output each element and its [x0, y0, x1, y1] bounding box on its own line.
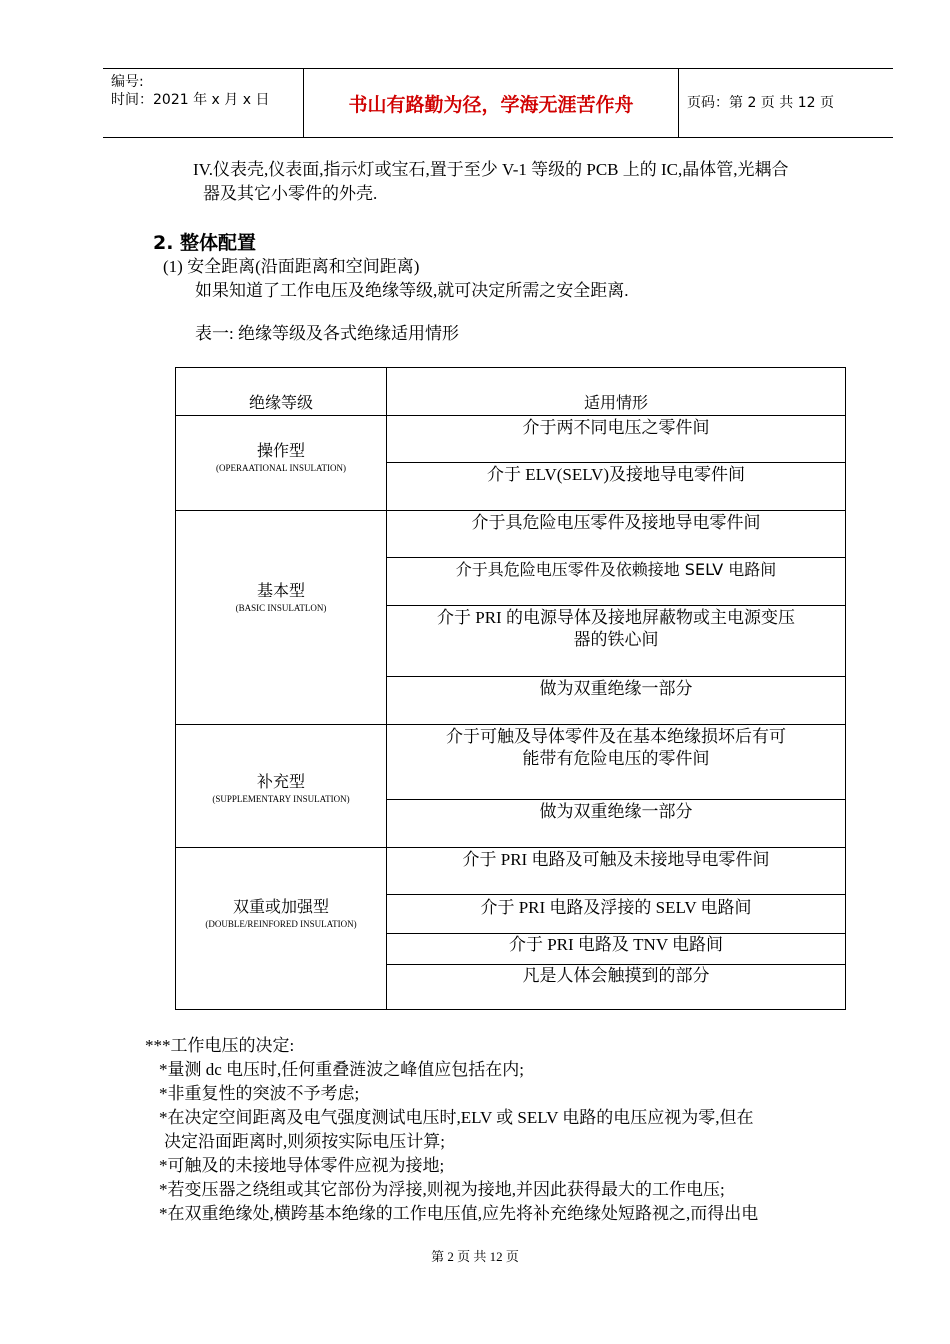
group-name: 双重或加强型 [232, 897, 329, 916]
row-line [386, 462, 845, 463]
col-header-usage: 适用情形 [583, 393, 648, 412]
table-cell: 做为双重绝缘一部分 [539, 679, 693, 698]
header-motto-cell [303, 69, 679, 137]
section-heading: 2. 整体配置 [153, 232, 257, 254]
time-label: 时间：2021 年 x 月 x 日 [111, 92, 270, 108]
row-line [386, 557, 845, 558]
group-en: (DOUBLE/REINFORED INSULATION) [205, 919, 357, 929]
note-4: *可触及的未接地导体零件应视为接地; [159, 1156, 445, 1175]
notes-title: ***工作电压的决定: [145, 1036, 295, 1055]
table-cell: 介于 PRI 电路及可触及未接地导电零件间 [462, 850, 770, 869]
intro-line-2: 器及其它小零件的外壳. [203, 184, 378, 203]
group-double-reinforced [176, 896, 386, 930]
row-line [386, 605, 845, 606]
table-cell: 器的铁心间 [573, 630, 659, 649]
group-name: 补充型 [256, 772, 305, 791]
note-3b: 决定沿面距离时,则须按实际电压计算; [164, 1132, 445, 1151]
row-line [386, 894, 845, 895]
table-cell: 介于具危险电压零件及接地导电零件间 [471, 513, 761, 532]
group-en: (OPERAATIONAL INSULATION) [216, 463, 346, 473]
note-2: *非重复性的突波不予考虑; [159, 1084, 360, 1103]
row-line [176, 847, 845, 848]
table-caption: 表一: 绝缘等级及各式绝缘适用情形 [195, 324, 459, 343]
page-label: 页码：第 2 页 共 12 页 [687, 95, 834, 111]
note-3a: *在决定空间距离及电气强度测试电压时,ELV 或 SELV 电路的电压应视为零,但在 [159, 1108, 754, 1127]
row-line [176, 510, 845, 511]
motto: 书山有路勤为径，学海无涯苦作舟 [348, 93, 634, 116]
row-line [386, 799, 845, 800]
table-cell: 能带有危险电压的零件间 [522, 749, 710, 768]
intro-line-1: IV.仪表壳,仪表面,指示灯或宝石,置于至少 V-1 等级的 PCB 上的 IC,晶体管,光耦合 [193, 160, 789, 179]
note-6: *在双重绝缘处,横跨基本绝缘的工作电压值,应先将补充绝缘处短路视之,而得出电 [159, 1204, 759, 1223]
header-meta [103, 69, 303, 137]
note-5: *若变压器之绕组或其它部份为浮接,则视为接地,并因此获得最大的工作电压; [159, 1180, 725, 1199]
table-cell: 凡是人体会触摸到的部分 [522, 966, 710, 985]
item-1-desc: 如果知道了工作电压及绝缘等级,就可决定所需之安全距离. [195, 281, 629, 300]
group-basic [176, 580, 386, 614]
insulation-table [175, 367, 846, 1010]
group-name: 基本型 [256, 581, 305, 600]
item-1: (1) 安全距离(沿面距离和空间距离) [163, 257, 420, 276]
table-cell: 做为双重绝缘一部分 [539, 802, 693, 821]
table-cell: 介于 PRI 的电源导体及接地屏蔽物或主电源变压 [437, 608, 795, 627]
note-1: *量测 dc 电压时,任何重叠涟波之峰值应包括在内; [159, 1060, 525, 1079]
table-cell: 介于 PRI 电路及 TNV 电路间 [508, 935, 724, 954]
header-page-cell [679, 69, 893, 137]
group-en: (BASIC INSULATLON) [235, 603, 327, 613]
group-operational [176, 440, 386, 474]
group-name: 操作型 [256, 441, 305, 460]
table-cell: 介于两不同电压之零件间 [522, 418, 710, 437]
number-label: 编号: [111, 74, 144, 90]
col-header-level: 绝缘等级 [248, 393, 313, 412]
page-footer: 第 2 页 共 12 页 [431, 1249, 519, 1264]
row-line [386, 676, 845, 677]
table-cell: 介于可触及导体零件及在基本绝缘损坏后有可 [446, 727, 786, 746]
page-header [103, 68, 893, 138]
table-cell: 介于具危险电压零件及依赖接地 SELV 电路间 [455, 560, 777, 579]
group-supplementary [176, 771, 386, 805]
table-cell: 介于 ELV(SELV)及接地导电零件间 [487, 465, 745, 484]
table-cell: 介于 PRI 电路及浮接的 SELV 电路间 [480, 898, 752, 917]
group-en: (SUPPLEMENTARY INSULATION) [212, 794, 350, 804]
row-line [176, 724, 845, 725]
row-line [176, 415, 845, 416]
